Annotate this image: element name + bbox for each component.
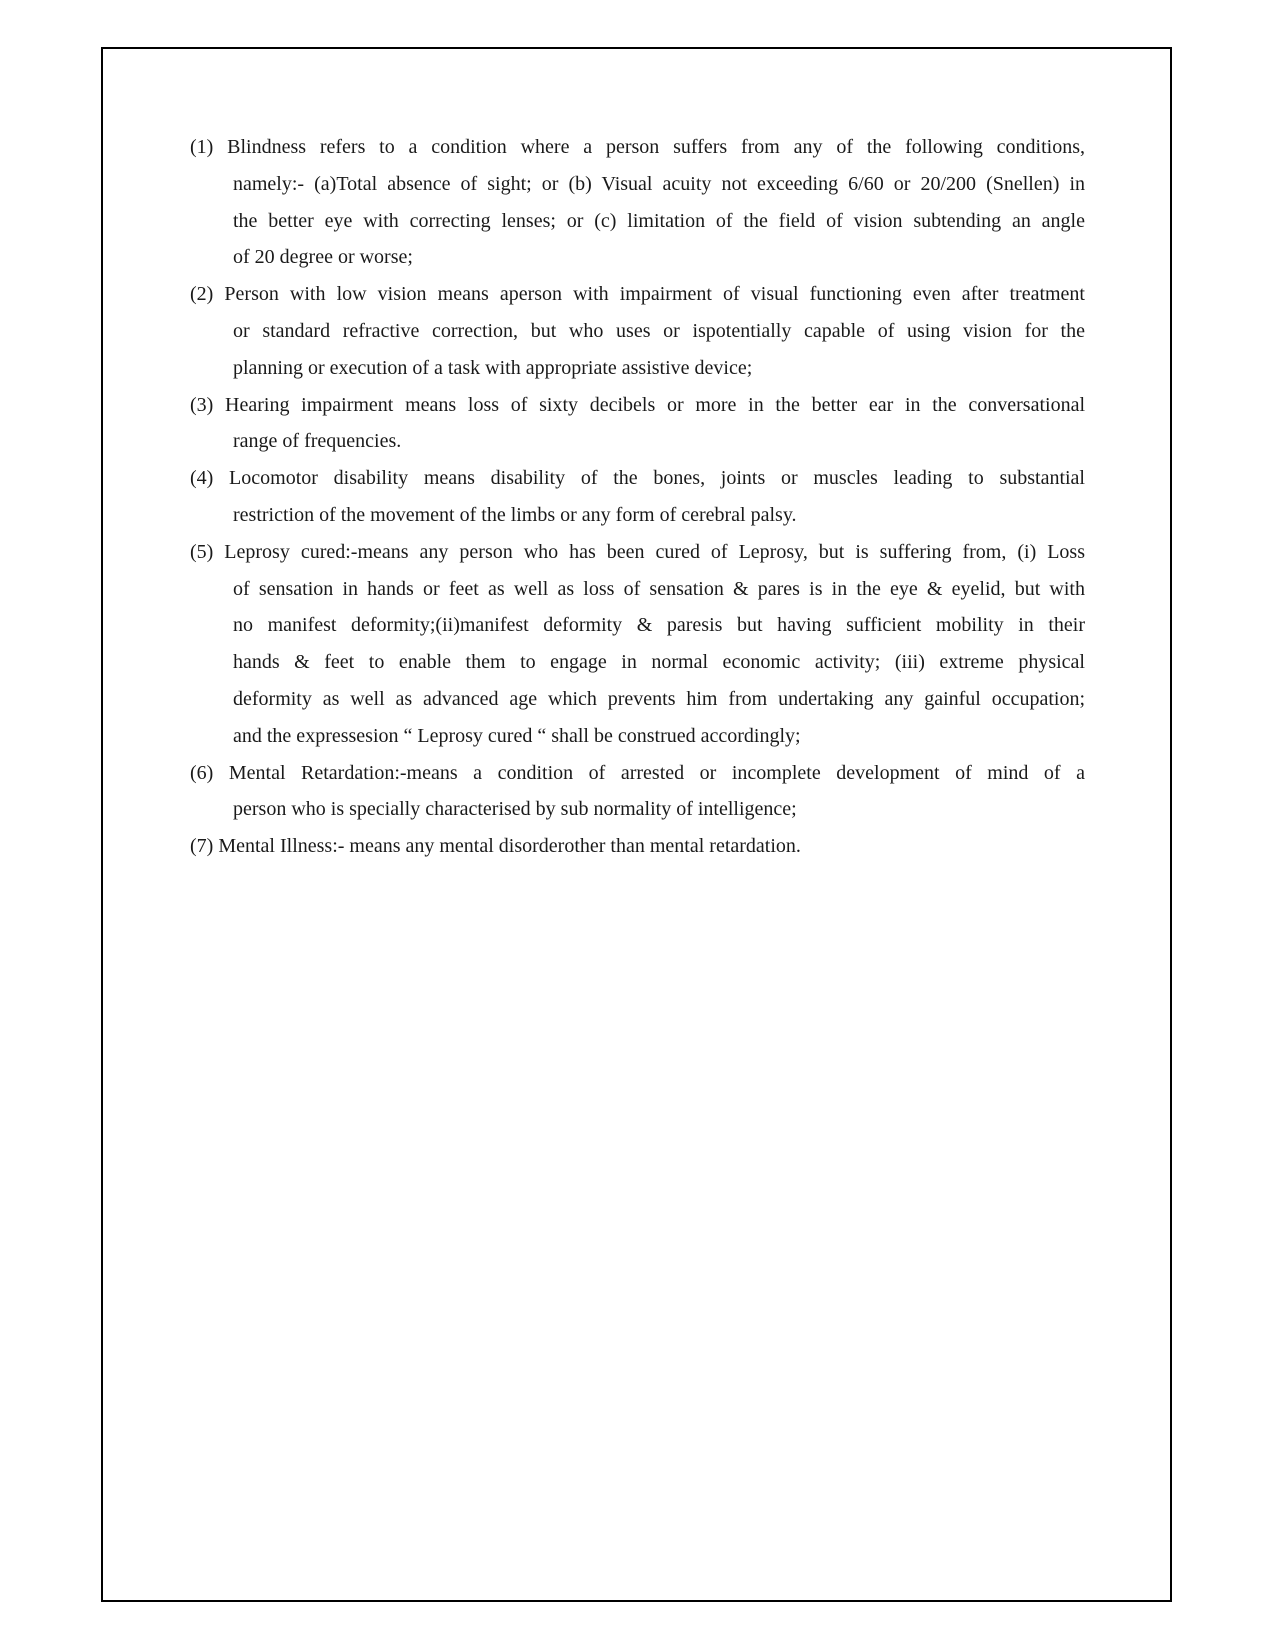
text-line: person who is specially characterised by sub normality of intelligence; <box>233 798 797 821</box>
text-line: of sensation in hands or feet as well as loss of sensation & pares is in the eye & eyelid, but with <box>233 577 1085 600</box>
definition-item-mental-illness <box>190 828 1085 865</box>
definition-item-low-vision <box>190 276 1085 386</box>
text-line: the better eye with correcting lenses; or (c) limitation of the field of vision subtending an angle <box>233 209 1085 232</box>
definition-item-mental-retardation <box>190 755 1085 829</box>
text-line: of 20 degree or worse; <box>233 246 413 269</box>
text-line: and the expressesion “ Leprosy cured “ shall be construed accordingly; <box>233 724 801 747</box>
text-line: range of frequencies. <box>233 430 402 453</box>
definitions-list <box>190 129 1085 865</box>
text-line: (7) Mental Illness:- means any mental disorderother than mental retardation. <box>190 835 801 858</box>
text-line: planning or execution of a task with appropriate assistive device; <box>233 356 753 379</box>
definition-item-locomotor-disability <box>190 460 1085 534</box>
text-line: deformity as well as advanced age which prevents him from undertaking any gainful occupation; <box>233 687 1085 710</box>
document-page <box>101 47 1172 1602</box>
text-line: hands & feet to enable them to engage in normal economic activity; (iii) extreme physical <box>233 651 1085 674</box>
text-line: (1) Blindness refers to a condition where a person suffers from any of the following conditions, <box>190 136 1085 158</box>
definition-item-hearing-impairment <box>190 387 1085 461</box>
text-line: namely:- (a)Total absence of sight; or (b) Visual acuity not exceeding 6/60 or 20/200 (Snellen) in <box>233 172 1085 195</box>
text-line: (2) Person with low vision means aperson with impairment of visual functioning even after treatment <box>190 283 1085 306</box>
text-line: or standard refractive correction, but who uses or ispotentially capable of using vision for the <box>233 319 1085 342</box>
text-line: (3) Hearing impairment means loss of sixty decibels or more in the better ear in the conversational <box>190 393 1085 416</box>
text-line: restriction of the movement of the limbs or any form of cerebral palsy. <box>233 503 797 526</box>
definition-item-leprosy-cured <box>190 534 1085 755</box>
text-line: (5) Leprosy cured:-means any person who has been cured of Leprosy, but is suffering from, (i) Loss <box>190 540 1085 563</box>
text-line: (6) Mental Retardation:-means a condition of arrested or incomplete development of mind of a <box>190 761 1085 784</box>
text-line: (4) Locomotor disability means disability of the bones, joints or muscles leading to substantial <box>190 467 1085 490</box>
text-line: no manifest deformity;(ii)manifest deformity & paresis but having sufficient mobility in their <box>233 614 1085 637</box>
definition-item-blindness <box>190 129 1085 276</box>
